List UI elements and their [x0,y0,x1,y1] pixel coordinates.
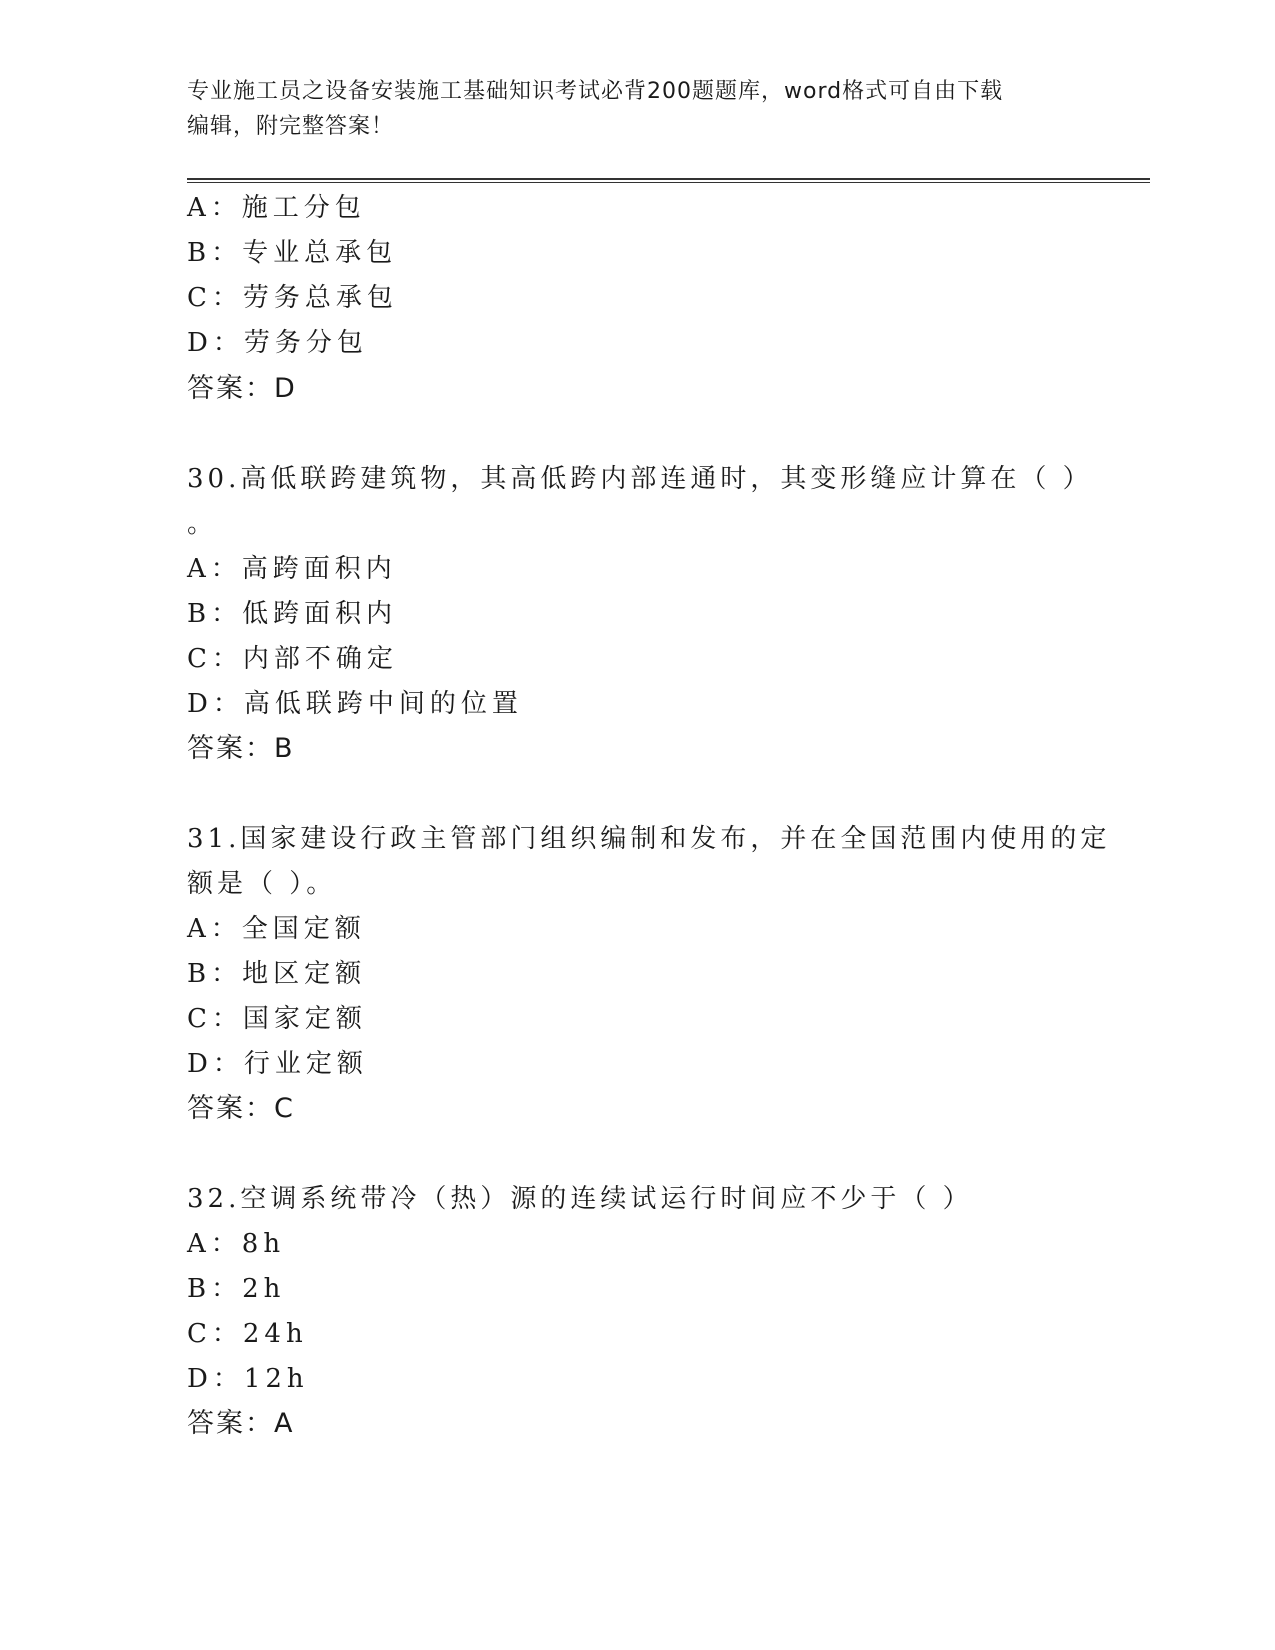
question-32-text: 32.空调系统带冷（热）源的连续试运行时间应不少于（ ） [187,1184,973,1214]
header-divider-thick [187,178,1150,180]
option-b: B：2h [187,1274,286,1304]
header-divider-thin [187,182,1150,183]
option-a: A：施工分包 [187,193,366,223]
option-c: C：内部不确定 [187,644,398,674]
option-c: C：24h [187,1319,308,1349]
option-d: D：行业定额 [187,1049,368,1079]
option-d: D：高低联跨中间的位置 [187,689,523,719]
header-title-line-1: 专业施工员之设备安装施工基础知识考试必背200题题库，word格式可自由下载 [187,79,1004,104]
option-d: D：劳务分包 [187,328,368,358]
header-title-line-2: 编辑，附完整答案！ [187,114,395,139]
answer: 答案：C [187,1093,295,1124]
question-30-text-cont: 。 [187,509,218,539]
answer: 答案：D [187,373,297,404]
answer: 答案：B [187,733,295,764]
document-header [187,74,1087,144]
question-31-text-cont: 额是（ ）。 [187,869,337,899]
question-30-text: 30.高低联跨建筑物，其高低跨内部连通时，其变形缝应计算在（ ） [187,464,1093,494]
option-c: C：国家定额 [187,1004,367,1034]
option-a: A：全国定额 [187,914,366,944]
option-a: A：高跨面积内 [187,554,397,584]
answer: 答案：A [187,1408,295,1439]
option-b: B：专业总承包 [187,238,398,268]
option-d: D：12h [187,1364,309,1394]
option-c: C：劳务总承包 [187,283,398,313]
option-b: B：低跨面积内 [187,599,398,629]
option-b: B：地区定额 [187,959,367,989]
question-31-text: 31.国家建设行政主管部门组织编制和发布，并在全国范围内使用的定 [187,824,1111,854]
option-a: A：8h [187,1229,286,1259]
